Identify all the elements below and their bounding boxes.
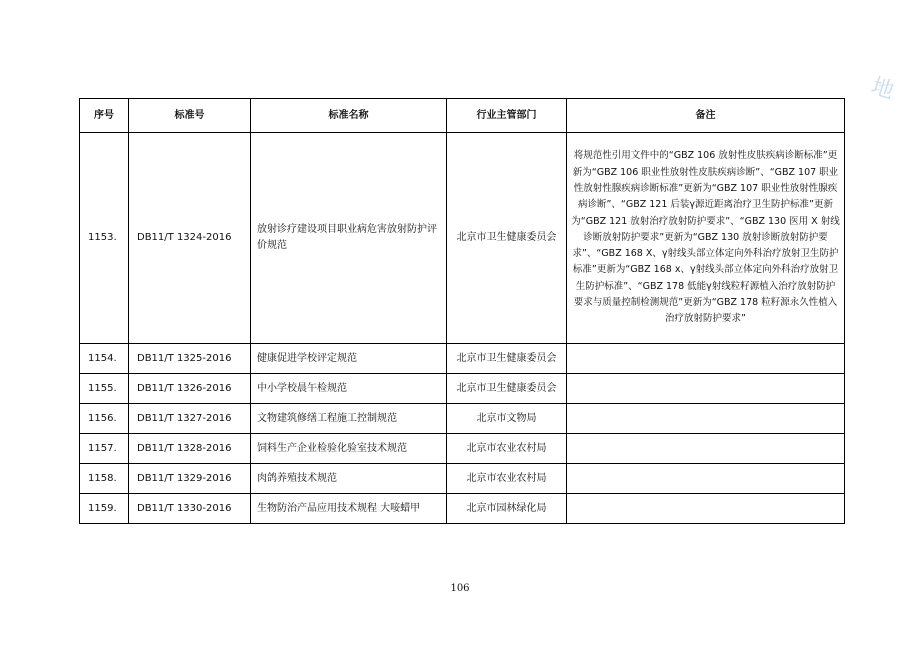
- table-row: [80, 404, 845, 434]
- table-row: [80, 133, 845, 344]
- cell-name: 肉鸽养殖技术规范: [251, 464, 447, 494]
- cell-code: DB11/T 1328-2016: [129, 434, 251, 464]
- cell-code: DB11/T 1327-2016: [129, 404, 251, 434]
- cell-num: 1153.: [80, 133, 129, 344]
- cell-note: [567, 434, 845, 464]
- cell-num: 1159.: [80, 494, 129, 524]
- standards-table: [79, 98, 845, 524]
- cell-num: 1155.: [80, 374, 129, 404]
- cell-dept: 北京市文物局: [447, 404, 567, 434]
- cell-name: 生物防治产品应用技术规程 大唼蜡甲: [251, 494, 447, 524]
- table-row: [80, 434, 845, 464]
- cell-note: [567, 464, 845, 494]
- cell-num: 1154.: [80, 344, 129, 374]
- cell-dept: 北京市园林绿化局: [447, 494, 567, 524]
- cell-dept: 北京市卫生健康委员会: [447, 133, 567, 344]
- cell-name: 饲料生产企业检验化验室技术规范: [251, 434, 447, 464]
- cell-name: 放射诊疗建设项目职业病危害放射防护评价规范: [251, 133, 447, 344]
- cell-name: 健康促进学校评定规范: [251, 344, 447, 374]
- table-row: [80, 464, 845, 494]
- table-row: [80, 494, 845, 524]
- cell-note: 将规范性引用文件中的“GBZ 106 放射性皮肤疾病诊断标准”更新为“GBZ 106 职业性放射性皮肤疾病诊断”、“GBZ 107 职业性放射性腺疾病诊断标准”更新为“GBZ 107 职业性放射性腺疾病诊断”、“GBZ 121 后装γ源近距离治疗卫生防护标准”更新为“GBZ 121 放射治疗放射防护要求”、“GBZ 130 医用 X 射线诊断放射防护要求”更新为“GBZ 130 放射诊断放射防护要求”、“GBZ 168 X、γ射线头部立体定向外科治疗放射卫生防护标准”更新为“GBZ 168 x、γ射线头部立体定向外科治疗放射卫生防护标准”、“GBZ 178 低能γ射线粒籽源植入治疗放射防护要求与质量控制检测规范”更新为“GBZ 178 粒籽源永久性植入治疗放射防护要求”: [567, 133, 845, 344]
- watermark-text: 地: [868, 73, 899, 106]
- cell-note: [567, 494, 845, 524]
- cell-dept: 北京市农业农村局: [447, 434, 567, 464]
- cell-code: DB11/T 1329-2016: [129, 464, 251, 494]
- cell-num: 1158.: [80, 464, 129, 494]
- header-num: 序号: [80, 99, 129, 133]
- cell-dept: 北京市卫生健康委员会: [447, 374, 567, 404]
- cell-num: 1157.: [80, 434, 129, 464]
- cell-name: 文物建筑修缮工程施工控制规范: [251, 404, 447, 434]
- table-row: [80, 344, 845, 374]
- header-name: 标准名称: [251, 99, 447, 133]
- cell-note: [567, 374, 845, 404]
- cell-note: [567, 344, 845, 374]
- cell-code: DB11/T 1325-2016: [129, 344, 251, 374]
- table-header-row: [80, 99, 845, 133]
- header-dept: 行业主管部门: [447, 99, 567, 133]
- cell-note: [567, 404, 845, 434]
- header-note: 备注: [567, 99, 845, 133]
- cell-dept: 北京市卫生健康委员会: [447, 344, 567, 374]
- cell-name: 中小学校晨午检规范: [251, 374, 447, 404]
- header-code: 标准号: [129, 99, 251, 133]
- cell-code: DB11/T 1326-2016: [129, 374, 251, 404]
- table-row: [80, 374, 845, 404]
- cell-code: DB11/T 1324-2016: [129, 133, 251, 344]
- cell-num: 1156.: [80, 404, 129, 434]
- cell-code: DB11/T 1330-2016: [129, 494, 251, 524]
- cell-dept: 北京市农业农村局: [447, 464, 567, 494]
- page-number: 106: [450, 583, 470, 594]
